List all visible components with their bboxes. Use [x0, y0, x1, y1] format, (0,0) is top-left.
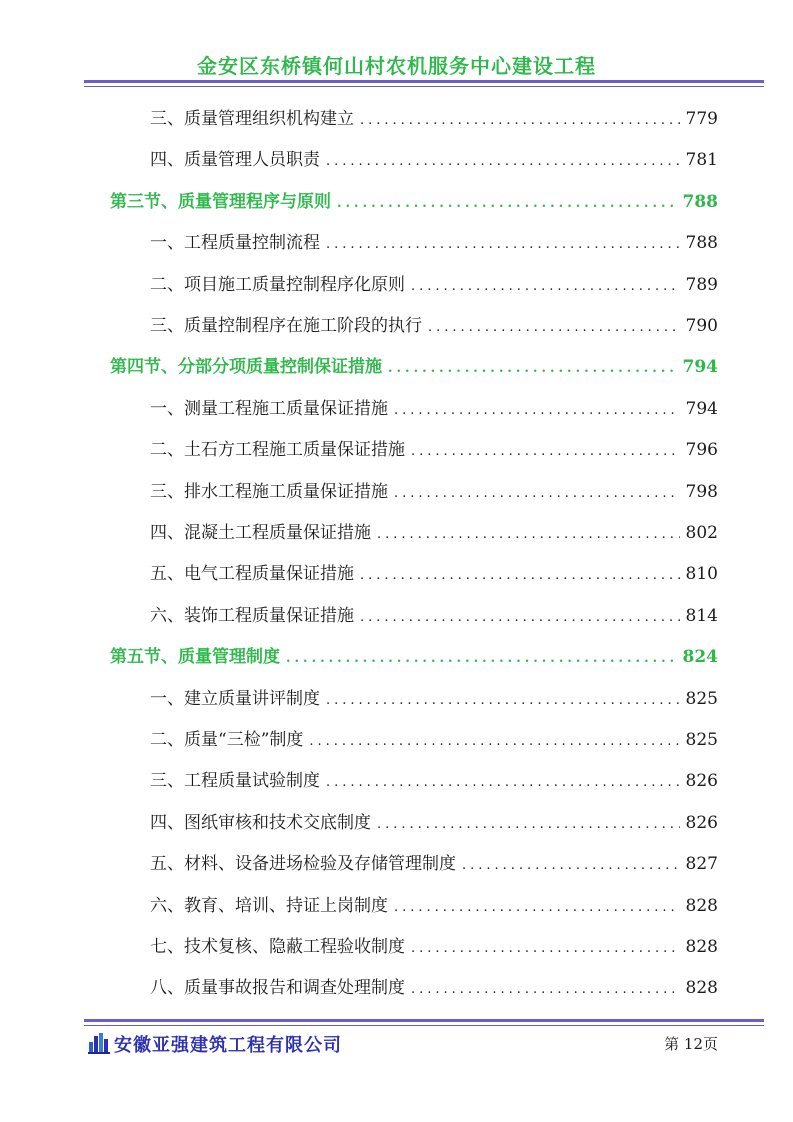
toc-dot-leader [326, 775, 680, 790]
toc-item-row[interactable] [150, 394, 718, 422]
toc-page-number: 802 [685, 523, 718, 543]
toc-entry-title: 二、项目施工质量控制程序化原则 [150, 274, 405, 295]
toc-entry-title: 八、质量事故报告和调查处理制度 [150, 978, 405, 999]
toc-entry-title: 一、测量工程施工质量保证措施 [150, 398, 388, 419]
toc-dot-leader [360, 610, 680, 625]
toc-item-row[interactable] [150, 104, 718, 132]
toc-entry-title: 四、混凝土工程质量保证措施 [150, 523, 371, 543]
toc-item-row[interactable] [150, 891, 718, 919]
toc-page-number: 788 [682, 191, 718, 212]
toc-item-row[interactable] [150, 725, 718, 753]
toc-entry-title: 五、材料、设备进场检验及存储管理制度 [150, 854, 456, 875]
toc-entry-title: 七、技术复核、隐蔽工程验收制度 [150, 937, 405, 957]
toc-page-number: 796 [685, 440, 718, 461]
toc-dot-leader [377, 817, 680, 832]
toc-item-row[interactable] [150, 601, 718, 629]
toc-dot-leader [286, 651, 677, 666]
toc-page-number: 789 [685, 274, 718, 295]
toc-entry-title: 三、质量控制程序在施工阶段的执行 [150, 316, 422, 336]
toc-dot-leader [394, 486, 680, 501]
toc-dot-leader [360, 568, 680, 583]
toc-entry-title: 二、土石方工程施工质量保证措施 [150, 440, 405, 461]
toc-item-row[interactable] [150, 311, 718, 339]
toc-entry-title: 六、教育、培训、持证上岗制度 [150, 895, 388, 916]
toc-entry-title: 六、装饰工程质量保证措施 [150, 605, 354, 626]
toc-entry-title: 一、建立质量讲评制度 [150, 688, 320, 709]
toc-entry-title: 三、质量管理组织机构建立 [150, 109, 354, 129]
toc-dot-leader [411, 279, 680, 294]
toc-entry-title: 四、图纸审核和技术交底制度 [150, 812, 371, 833]
toc-item-row[interactable] [150, 228, 718, 256]
toc-dot-leader [411, 982, 680, 997]
header-rule-thin [84, 86, 764, 87]
toc-page-number: 825 [685, 688, 718, 709]
toc-page-number: 798 [685, 481, 718, 502]
toc-entry-title: 第四节、分部分项质量控制保证措施 [110, 357, 382, 378]
toc-entry-title: 一、工程质量控制流程 [150, 233, 320, 254]
toc-page-number: 810 [685, 564, 718, 585]
toc-item-row[interactable] [150, 145, 718, 173]
toc-dot-leader [337, 196, 677, 211]
footer-rule-thin [84, 1025, 764, 1026]
toc-dot-leader [377, 527, 680, 542]
toc-page-number: 828 [685, 937, 718, 957]
toc-section-row[interactable] [110, 187, 718, 215]
toc-page-number: 779 [685, 109, 718, 129]
toc-page-number: 828 [685, 978, 718, 999]
toc-item-row[interactable] [150, 932, 718, 960]
company-logo-icon [88, 1032, 110, 1054]
toc-item-row[interactable] [150, 808, 718, 836]
toc-page-number: 824 [682, 647, 718, 668]
toc-item-row[interactable] [150, 849, 718, 877]
header-title: 金安区东桥镇何山村农机服务中心建设工程 [197, 54, 596, 78]
toc-dot-leader [309, 734, 679, 749]
toc-page-number: 788 [685, 233, 718, 254]
header-rule-thick [84, 80, 764, 83]
toc-entry-title: 二、质量“三检”制度 [150, 730, 304, 750]
toc-page-number: 794 [682, 357, 718, 378]
footer-company-name: 安徽亚强建筑工程有限公司 [114, 1035, 342, 1056]
toc-dot-leader [428, 320, 680, 335]
toc-section-row[interactable] [110, 642, 718, 670]
toc-dot-leader [462, 858, 680, 873]
toc-item-row[interactable] [150, 684, 718, 712]
toc-page-number: 825 [685, 730, 718, 750]
toc-dot-leader [360, 113, 680, 128]
toc-dot-leader [388, 361, 677, 376]
toc-entry-title: 第三节、质量管理程序与原则 [110, 191, 331, 212]
toc-page-number: 827 [685, 854, 718, 875]
toc-page-number: 814 [685, 605, 718, 626]
toc-page-number: 790 [685, 316, 718, 336]
toc-entry-title: 三、工程质量试验制度 [150, 771, 320, 792]
toc-page-number: 794 [685, 398, 718, 419]
toc-dot-leader [394, 900, 680, 915]
toc-dot-leader [411, 941, 680, 956]
toc-dot-leader [326, 693, 680, 708]
toc-item-row[interactable] [150, 477, 718, 505]
toc-page-number: 826 [685, 771, 718, 792]
toc-page-number: 828 [685, 895, 718, 916]
toc-dot-leader [326, 154, 680, 169]
toc-section-row[interactable] [110, 352, 718, 380]
toc-dot-leader [411, 444, 680, 459]
toc-entry-title: 三、排水工程施工质量保证措施 [150, 481, 388, 502]
toc-entry-title: 五、电气工程质量保证措施 [150, 564, 354, 585]
toc-item-row[interactable] [150, 973, 718, 1001]
toc-page-number: 826 [685, 812, 718, 833]
toc-entry-title: 四、质量管理人员职责 [150, 150, 320, 171]
toc-item-row[interactable] [150, 270, 718, 298]
toc-item-row[interactable] [150, 559, 718, 587]
footer-page-number: 第 12页 [664, 1035, 718, 1053]
toc-dot-leader [326, 237, 680, 252]
toc-dot-leader [394, 403, 680, 418]
toc-item-row[interactable] [150, 435, 718, 463]
toc-entry-title: 第五节、质量管理制度 [110, 647, 280, 668]
toc-page-number: 781 [685, 150, 718, 171]
toc-item-row[interactable] [150, 766, 718, 794]
toc-item-row[interactable] [150, 518, 718, 546]
footer-rule-thick [84, 1019, 764, 1022]
